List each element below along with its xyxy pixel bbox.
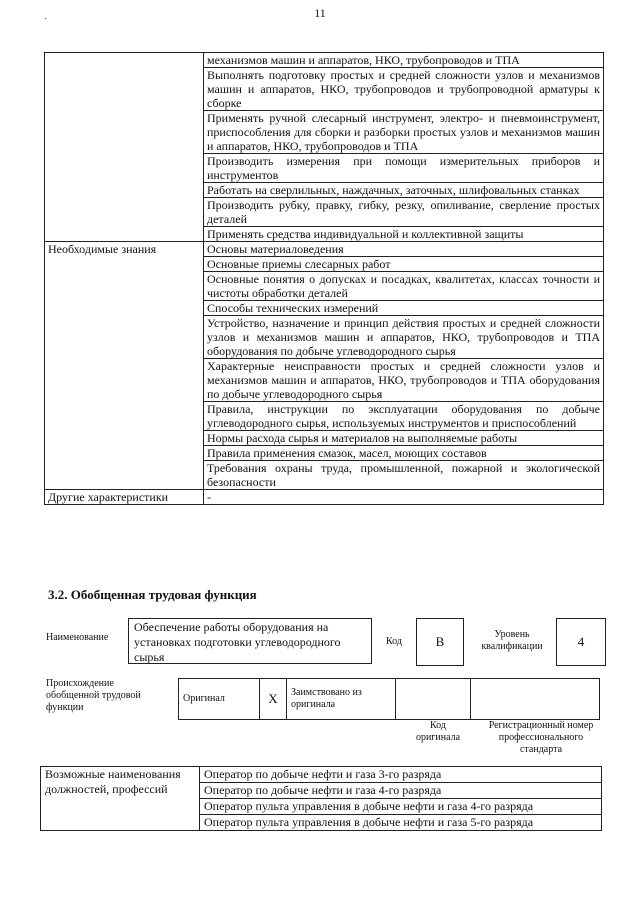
borrowed-label: Заимствовано из оригинала <box>287 679 396 720</box>
row-item: Основные понятия о допусках и посадках, квалитетах, классах точности и чистоты обработки деталей <box>204 272 604 301</box>
row-item: Работать на сверлильных, наждачных, заточных, шлифовальных станках <box>204 183 604 198</box>
corner-mark: · <box>44 14 48 25</box>
row-item: Устройство, назначение и принцип действия простых и средней сложности узлов и механизмов машин и аппаратов, НКО, трубопроводов и ТПА оборудования по добыче углеводородного сырья <box>204 316 604 359</box>
row-item: Требования охраны труда, промышленной, пожарной и экологической безопасности <box>204 461 604 490</box>
function-name-box: Обеспечение работы оборудования на установках подготовки углеводородного сырья <box>128 618 372 664</box>
name-label: Наименование <box>46 632 109 643</box>
row-item: Производить измерения при помощи измерительных приборов и инструментов <box>204 154 604 183</box>
row-label: Другие характеристики <box>45 490 204 505</box>
origin-label: Происхождение обобщенной трудовой функции <box>46 678 141 713</box>
position-item: Оператор пульта управления в добыче нефти и газа 4-го разряда <box>200 799 602 815</box>
row-item: Производить рубку, правку, гибку, резку, опиливание, сверление простых деталей <box>204 198 604 227</box>
code-value-box: B <box>416 618 464 666</box>
qualification-level-box: 4 <box>556 618 606 666</box>
row-item: механизмов машин и аппаратов, НКО, трубопроводов и ТПА <box>204 53 604 68</box>
row-item: Применять средства индивидуальной и коллективной защиты <box>204 227 604 242</box>
code-label: Код <box>386 636 402 647</box>
origin-table <box>178 678 600 720</box>
original-label: Оригинал <box>179 679 260 720</box>
skills-knowledge-table <box>44 52 604 505</box>
positions-label: Возможные наименования должностей, профессий <box>41 767 200 831</box>
table-row <box>45 490 604 505</box>
table-row <box>45 53 604 68</box>
row-item: Выполнять подготовку простых и средней сложности узлов и механизмов машин и аппаратов, НКО, трубопроводов и трубопроводной арматуры к сборке <box>204 68 604 111</box>
original-code-caption: Код оригинала <box>415 720 461 743</box>
row-item: Нормы расхода сырья и материалов на выполняемые работы <box>204 431 604 446</box>
position-item: Оператор пульта управления в добыче нефти и газа 5-го разряда <box>200 815 602 831</box>
position-item: Оператор по добыче нефти и газа 3-го разряда <box>200 767 602 783</box>
position-item: Оператор по добыче нефти и газа 4-го разряда <box>200 783 602 799</box>
original-code-cell <box>396 679 471 720</box>
registration-number-caption: Регистрационный номер профессионального стандарта <box>488 720 594 755</box>
row-item: - <box>204 490 604 505</box>
positions-table <box>40 766 602 831</box>
qualification-level-label: Уровень квалификации <box>481 629 543 652</box>
row-item: Характерные неисправности простых и средней сложности узлов и механизмов машин и аппаратов, НКО, трубопроводов и ТПА оборудования по добыче углеводородного сырья <box>204 359 604 402</box>
row-label: Необходимые знания <box>45 242 204 490</box>
row-item: Основы материаловедения <box>204 242 604 257</box>
row-item: Основные приемы слесарных работ <box>204 257 604 272</box>
original-mark: X <box>260 679 287 720</box>
row-item: Правила, инструкции по эксплуатации оборудования по добыче углеводородного сырья, используемых инструментов и приспособлений <box>204 402 604 431</box>
table-row <box>45 242 604 257</box>
row-label <box>45 53 204 242</box>
page-number: 11 <box>314 6 326 20</box>
row-item: Правила применения смазок, масел, моющих составов <box>204 446 604 461</box>
registration-number-cell <box>471 679 600 720</box>
row-item: Применять ручной слесарный инструмент, электро- и пневмоинструмент, приспособления для сборки и разборки простых узлов и механизмов машин и аппаратов, НКО, трубопроводов и ТПА <box>204 111 604 154</box>
table-row <box>41 767 602 783</box>
section-title: 3.2. Обобщенная трудовая функция <box>48 587 257 602</box>
row-item: Способы технических измерений <box>204 301 604 316</box>
